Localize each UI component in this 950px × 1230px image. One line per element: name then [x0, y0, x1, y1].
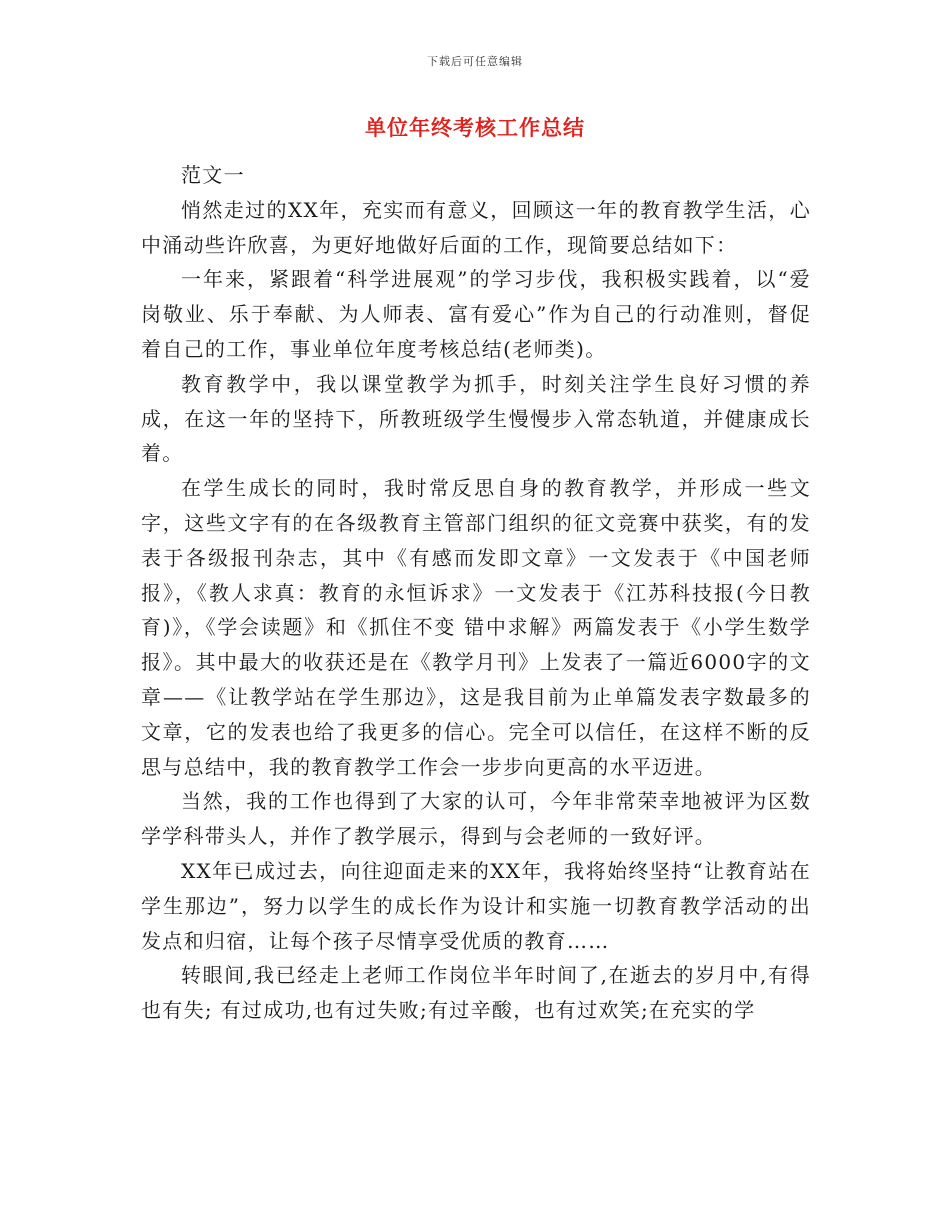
paragraph-8: 转眼间,我已经走上老师工作岗位半年时间了,在逝去的岁月中,有得也有失; 有过成功,也有过失败;有过辛酸，也有过欢笑;在充实的学	[141, 963, 811, 1023]
paragraph-2: 悄然走过的XX年，充实而有意义，回顾这一年的教育教学生活，心中涌动些许欣喜，为更好地做好后面的工作，现简要总结如下：	[141, 197, 811, 257]
paragraph-4: 教育教学中，我以课堂教学为抓手，时刻关注学生良好习惯的养成，在这一年的坚持下，所教班级学生慢慢步入常态轨道，并健康成长着。	[141, 371, 811, 466]
document-body	[141, 158, 811, 1028]
paragraph-6: 当然，我的工作也得到了大家的认可，今年非常荣幸地被评为区数学学科带头人，并作了教学展示，得到与会老师的一致好评。	[141, 789, 811, 849]
paragraph-7: XX年已成过去，向往迎面走来的XX年，我将始终坚持“让教育站在学生那边”，努力以学生的成长作为设计和实施一切教育教学活动的出发点和归宿，让每个孩子尽情享受优质的教育……	[141, 858, 811, 953]
page-header-note: 下载后可任意编辑	[427, 55, 523, 68]
paragraph-3: 一年来，紧跟着“科学进展观”的学习步伐，我积极实践着，以“爱岗敬业、乐于奉献、为人师表、富有爱心”作为自己的行动准则，督促着自己的工作，事业单位年度考核总结(老师类)。	[141, 267, 811, 361]
paragraph-5: 在学生成长的同时，我时常反思自身的教育教学，并形成一些文字，这些文字有的在各级教育主管部门组织的征文竞赛中获奖，有的发表于各级报刊杂志，其中《有感而发即文章》一文发表于《中国老师报》，《教人求真：教育的永恒诉求》一文发表于《江苏科技报(今日教育)》，《学会读题》和《抓住不变 错中求解》两篇发表于《小学生数学报》。其中最大的收获还是在《教学月刊》上发表了一篇近6000字的文章——《让教学站在学生那边》，这是我目前为止单篇发表字数最多的文章，它的发表也给了我更多的信心。完全可以信任，在这样不断的反思与总结中，我的教育教学工作会一步步向更高的水平迈进。	[141, 476, 811, 779]
paragraph-1: 范文一	[181, 163, 245, 187]
document-title: 单位年终考核工作总结	[365, 115, 585, 140]
